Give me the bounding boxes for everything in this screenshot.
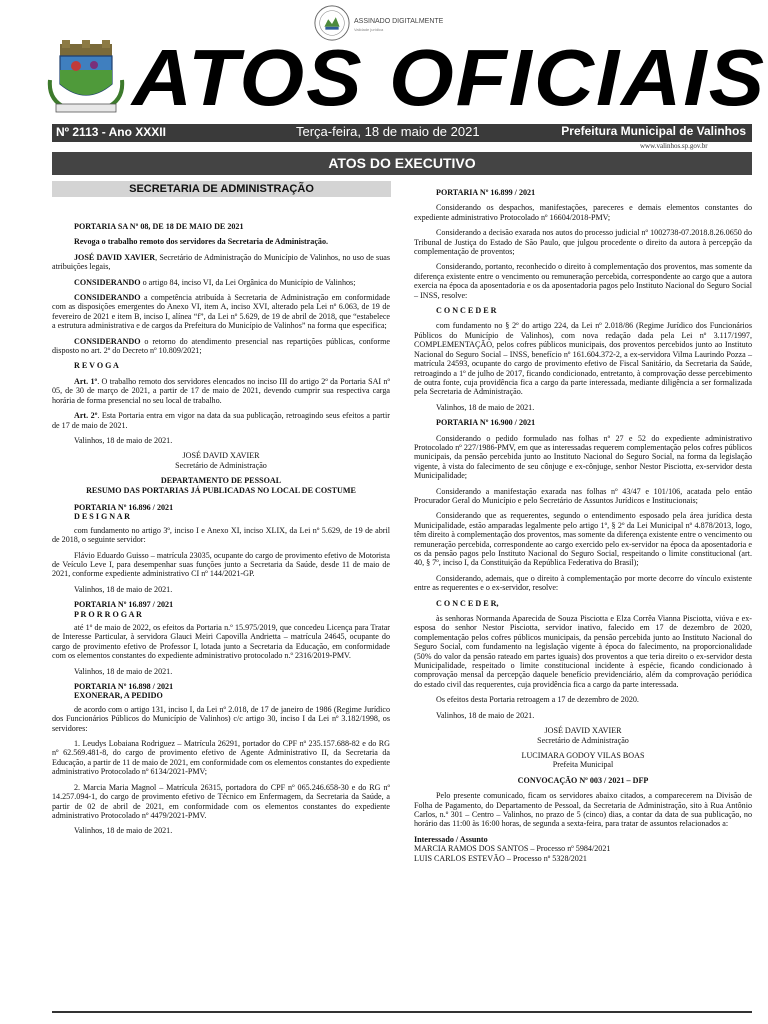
text: , Secretário de Administração do Município de Valinhos, no uso de suas atribuições legais, — [52, 252, 390, 272]
bold-lead: JOSÉ DAVID XAVIER — [74, 252, 156, 262]
department-title: DEPARTAMENTO DE PESSOAL — [160, 476, 282, 486]
paragraph: Considerando, ademais, que o direito à complementação por morte decorre do vínculo existente entre as requerentes e o ex-servidor, resolve: — [414, 573, 752, 593]
department-subtitle: RESUMO DAS PORTARIAS JÁ PUBLICADAS NO LOCAL DE COSTUME — [86, 485, 356, 495]
paragraph: Considerando, portanto, reconhecido o direito à complementação dos proventos, mas somente da diferença existente entre o vencimento ou remuneração percebida, correspondente ao cargo que a autora exercia na época da aposentadoria e os da aposentadoria pagos pelo Instituto Nacional do Seguro Social – INSS, resolve: — [414, 262, 752, 300]
convocacao-list-header: Interessado / Assunto — [414, 834, 488, 844]
bold-lead: Art. 2º — [74, 411, 98, 421]
footer-rule — [52, 1011, 752, 1013]
portaria-16899-title: PORTARIA Nº 16.899 / 2021 — [436, 188, 536, 197]
portaria-16900-title: PORTARIA Nº 16.900 / 2021 — [436, 418, 536, 428]
section-title: ATOS DO EXECUTIVO — [52, 152, 752, 175]
issue-date: Terça-feira, 18 de maio de 2021 — [296, 124, 480, 139]
signature-name: LUCIMARA GODOY VILAS BOAS — [521, 750, 645, 760]
paragraph: 2. Marcia Maria Magnol – Matrícula 26315, portadora do CPF nº 065.246.658-30 e do RG nº 14.257.094-1, do cargo de provimento efetivo de Técnico em Enfermagem, da Secretaria da Saúde, a partir de 02 de abril de 2021, em conformidade com os elementos constantes do expediente administrativo Protocolado nº 4479/2021-PMV. — [52, 782, 390, 820]
bold-lead: CONSIDERANDO — [74, 336, 141, 346]
paragraph: Flávio Eduardo Guisso – matrícula 23035, ocupante do cargo de provimento efetivo de Motorista de Veículo Leve I, para desempenhar suas funções junto a Secretaria da Saúde, desde 11 de maio de 2021, conforme expediente administrativo CI nº 144/2021-GP. — [52, 550, 390, 579]
date-line: Valinhos, 18 de maio de 2021. — [74, 584, 173, 594]
date-line: Valinhos, 18 de maio de 2021. — [74, 666, 173, 676]
portaria-16897-title: PORTARIA Nº 16.897 / 2021 — [74, 600, 174, 610]
municipal-crest-icon — [46, 40, 126, 116]
paragraph: Os efeitos desta Portaria retroagem a 17 de dezembro de 2020. — [436, 695, 639, 705]
portaria-16897-action: P R O R R O G A R — [74, 609, 142, 619]
paragraph — [52, 377, 390, 405]
revoga-heading: R E V O G A — [74, 361, 119, 371]
publication-title: ATOS OFICIAIS — [132, 33, 767, 122]
section-subtitle: SECRETARIA DE ADMINISTRAÇÃO — [52, 181, 391, 197]
bold-lead: Art. 1º — [74, 376, 98, 386]
paragraph — [52, 253, 390, 272]
signature-name: JOSÉ DAVID XAVIER — [544, 726, 622, 736]
date-line: Valinhos, 18 de maio de 2021. — [74, 435, 173, 445]
paragraph: com fundamento no artigo 3º, inciso I e Anexo XI, inciso XLIX, da Lei nº 5.629, de 19 de abril de 2018, o seguinte servidor: — [52, 525, 390, 545]
portaria-16896-action: D E S I G N A R — [74, 512, 130, 522]
portaria-sa-08-title: PORTARIA SA Nº 08, DE 18 DE MAIO DE 2021 — [74, 222, 244, 231]
signature-role: Prefeita Municipal — [552, 760, 614, 770]
paragraph — [52, 278, 390, 287]
paragraph: Pelo presente comunicado, ficam os servidores abaixo citados, a comparecerem na Divisão de Folha de Pagamento, do Departamento de Pessoal, da Secretaria de Administração, sito à Rua Antônio Carlos, n.º 301 – Centro – Valinhos, no prazo de 5 (cinco) dias, a contar da data de sua publicação, no horário das 11:00 às 16:00 horas, de segunda a sexta-feira, para tratar de assuntos relacionados a: — [414, 791, 752, 829]
date-line: Valinhos, 18 de maio de 2021. — [436, 710, 535, 720]
text: a competência atribuída à Secretaria de Administração em conformidade com as disposições emergentes do Anexo VI, item A, inciso XVI, alterado pela Lei nº 6.063, de 19 de fevereiro de 2021 e item B, inciso I, alínea “f”, da Lei nº 5.629, de 19 de abril de 2018, que “estabelece a estrutura administrativa e de cargos da Prefeitura do Município de Valinhos” na forma que especifica; — [52, 293, 390, 331]
paragraph: Considerando o pedido formulado nas folhas nº 27 e 52 do expediente administrativo Protocolado nº 227/1986-PMV, em que as interessadas requerem complementação pelos cofres públicos municipais, da pensão percebida junto ao Instituto Nacional do Seguro Social, na forma da legislação vigente, à vista do falecimento de seu cônjuge e ex-cônjuge, senhor Nestor Pisciotta, ex-servidor desta Municipalidade; — [414, 433, 752, 481]
left-column — [52, 222, 390, 842]
bold-lead: CONSIDERANDO — [74, 277, 141, 287]
right-column — [414, 188, 752, 863]
conceder-heading: C O N C E D E R, — [436, 598, 499, 608]
portaria-16898-action: EXONERAR, A PEDIDO — [74, 691, 163, 701]
signature-role: Secretário de Administração — [175, 460, 267, 470]
paragraph — [52, 411, 390, 430]
date-line: Valinhos, 18 de maio de 2021. — [74, 826, 173, 836]
date-line: Valinhos, 18 de maio de 2021. — [436, 402, 535, 412]
paragraph: às senhoras Normanda Aparecida de Souza Pisciotta e Elza Corrêa Vianna Pisciotta, viúva e ex-esposa do senhor Nestor Pisciotta, servidor inativo, falecido em 17 de dezembro de 2020, complementação pelos cofres públicos municipais, da pensão percebida junto ao Instituto Nacional do Seguro Social, com fundamento na legislação vigente à época do falecimento, na proporcionalidade (50% do valor da pensão rateado em partes iguais) dos proventos a que teria direito o ex-servidor desta Municipalidade, respeitado o limite constitucional incidente à espécie, ficando condicionado à comprovação mensal da percepção daquele benefício previdenciário, além da comprovação periódica do estado civil das requerentes, cuja providência fica a cargo da parte interessada. — [414, 614, 752, 689]
publisher-name: Prefeitura Municipal de Valinhos — [561, 124, 746, 138]
paragraph: Considerando que as requerentes, segundo o entendimento esposado pela área jurídica desta Municipalidade, estão amparadas legalmente pelo artigo 1º, § 2º da Lei Municipal nº 4.878/2013, logo, têm direito à complementação dos proventos, mas somente da diferença existente entre o vencimento ou remuneração percebida, correspondente ao cargo exercido pelo ex-servidor na época da aposentadoria e os da pensão pagos pelo Instituto Nacional do Seguro Social, respeitando o limite constitucional (art. 40, § 7º, inciso I, da Constituição da República Federativa do Brasil); — [414, 511, 752, 568]
paragraph: Considerando os despachos, manifestações, pareceres e demais elementos constantes do expediente administrativo Protocolado nº 16604/2018-PMV; — [414, 203, 752, 222]
portaria-16896-title: PORTARIA Nº 16.896 / 2021 — [74, 502, 174, 512]
paragraph: 1. Leudys Lobaiana Rodriguez – Matrícula 26291, portador do CPF nº 235.157.688-82 e do RG nº 62.569.481-8, do cargo de provimento efetivo de Agente Administrativo II, da Secretaria da Educação, a partir de 11 de maio de 2021, em conformidade com os elementos constantes do expediente administrativo Protocolado nº 6134/2021-PMV; — [52, 739, 390, 777]
paragraph: Considerando a manifestação exarada nas folhas nº 43/47 e 101/106, acatada pelo então Procurador Geral do Município e pelo Secretário de Assuntos Jurídicos e Institucionais; — [414, 486, 752, 505]
seal-label: ASSINADO DIGITALMENTE — [354, 18, 444, 25]
text: o artigo 84, inciso VI, da Lei Orgânica do Município de Valinhos; — [140, 277, 356, 287]
publisher-url: www.valinhos.sp.gov.br — [640, 142, 708, 150]
text: . O trabalho remoto dos servidores elencados no inciso III do artigo 2º da Portaria SAI nº 05, de 30 de março de 2021, a partir de 17 de maio de 2021, devendo cumprir sua respectiva carga horária de forma presencial no seu local de trabalho. — [52, 376, 390, 405]
paragraph — [52, 337, 390, 356]
signature-role: Secretário de Administração — [537, 735, 629, 745]
paragraph: de acordo com o artigo 131, inciso I, da Lei nº 2.018, de 17 de janeiro de 1986 (Regime Jurídico dos Funcionários Públicos do Município de Valinhos) c/c artigo 30, inciso I da Lei nº 3.182/1998, os servidores: — [52, 704, 390, 733]
convocacao-item: LUIS CARLOS ESTEVÃO – Processo nº 5328/2021 — [414, 853, 587, 863]
text: . Esta Portaria entra em vigor na data da sua publicação, retroagindo seus efeitos a partir de 17 de maio de 2021. — [52, 411, 390, 430]
paragraph: com fundamento no § 2º do artigo 224, da Lei nº 2.018/86 (Regime Jurídico dos Funcionários Públicos do Município de Valinhos), com nova redação dada pela Lei nº 3.117/1997, COMPLEMENTAÇÃO, pelos cofres públicos municipais, dos proventos percebidos junto ao Instituto Nacional do Seguro Social – INSS, benefício nº 161.604.372-2, a ex-servidora Vilma Laurindo Pozza – matrícula 24593, ocupante do cargo de provimento efetivo de Fiscal Sanitário, da Secretaria da Saúde, retroagindo a 1º de julho de 2017, ficando condicionado, entretanto, à comprovação desse percebimento de outra fonte, cuja providência fica a cargo da parte interessada, mediante diligência a ser formalizada pela Secretaria de Administração. — [414, 321, 752, 397]
masthead-bar — [52, 124, 752, 142]
paragraph: até 1º de maio de 2022, os efeitos da Portaria n.º 15.975/2019, que concedeu Licença para Tratar de Interesse Particular, à servidora Glauci Meiri Capovilla Andrietta – matrícula 24645, ocupante do cargo de provimento efetivo de Professor I, lotada junto a Secretaria da Educação, em conformidade com os elementos constantes do expediente administrativo protocolado n.º 2316/2019-PMV. — [52, 623, 390, 661]
issue-number: Nº 2113 - Ano XXXII — [56, 125, 166, 139]
seal-sublabel: Validade jurídica — [354, 27, 384, 32]
convocacao-title: CONVOCAÇÃO Nº 003 / 2021 – DFP — [517, 775, 649, 785]
signature-name: JOSÉ DAVID XAVIER — [182, 451, 260, 461]
portaria-16898-title: PORTARIA Nº 16.898 / 2021 — [74, 682, 174, 692]
paragraph: Considerando a decisão exarada nos autos do processo judicial nº 1002738-07.2018.8.26.0650 do Tribunal de Justiça do Estado de São Paulo, que julgou procedente o direito da autora à percepção da complementação de proventos; — [414, 228, 752, 257]
portaria-sa-08-ementa: Revoga o trabalho remoto dos servidores da Secretaria de Administração. — [74, 237, 329, 247]
conceder-heading: C O N C E D E R — [436, 306, 497, 316]
paragraph — [52, 293, 390, 331]
convocacao-item: MARCIA RAMOS DOS SANTOS – Processo nº 5984/2021 — [414, 844, 611, 854]
bold-lead: CONSIDERANDO — [74, 293, 141, 303]
text: o retorno do atendimento presencial nas repartições públicas, conforme disposto no art. 2º do Decreto nº 10.809/2021; — [52, 336, 390, 356]
